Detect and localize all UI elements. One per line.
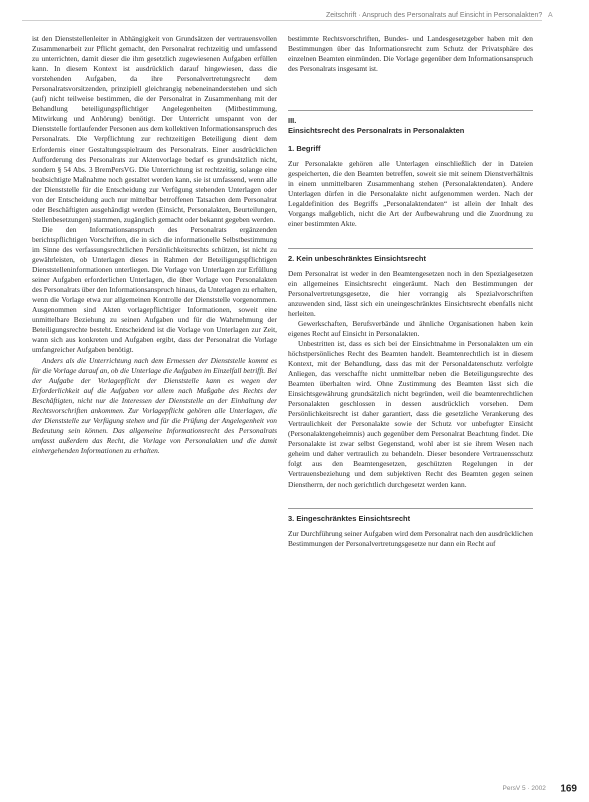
subsection-rule	[288, 248, 533, 249]
body-paragraph: Unbestritten ist, dass es sich bei der Einsichtnahme in Personalakten um ein höchstpersönliches Recht des Beamten handelt. Beamtenrechtlich ist in diesem Kontext, mit der Behandlung, dass das mit der Personaldatenschutz verfolgte Anliegen, das verschaffte nicht unmittelbar neben die Beteiligungsrechte des Beamten überhalten wird. Ohne Zustimmung des Beamten lässt sich die Einsichtsgewährung grundsätzlich nicht begründen, weil die beamtenrechtlichen Personalakten geschlossen in dessen ausdrücklich vorsehen. Dem Persönlichkeitsrecht ist daher garantiert, dass die gesetzliche Verankerung des Vertraulichkeit der Personalakte sowie der Schutz vor unbefugter Einsicht (Personalaktengeheimnis) auch gegenüber dem Personalrat Beachtung findet. Die Personalakte ist zwar selbst Gegenstand, wohl aber ist sie ihrem Wesen nach geheim und daher vertraulich zu behandeln. Dieser besondere Vertrauensschutz folgt aus den Beamtengesetzen, geschützten Regelungen in der Vertrauensbeziehung und dem subjektiven Recht des Beamten gegen seinen Dienstherrn, der noch gerichtlich durchgesetzt werden kann.	[288, 338, 533, 489]
running-title: Zeitschrift · Anspruch des Personalrats auf Einsicht in Personalakten?	[322, 12, 546, 19]
body-paragraph: Zur Personalakte gehören alle Unterlagen einschließlich der in Dateien gespeicherten, die den Beamten betreffen, soweit sie mit seinem Dienstverhältnis in einem unmittelbaren Zusammenhang stehen (Personalaktendaten). Andere Unterlagen dürfen in die Personalakte nicht aufgenommen werden. Nach der Legaldefinition des Begriffs „Personalaktendaten“ ist allein der Inhalt des Vorgangs maßgeblich, nicht die Art der Aufbewahrung und die Zuordnung zu einer bestimmten Akte.	[288, 159, 533, 229]
body-paragraph: Die den Informationsanspruch des Personalrats ergänzenden berichtspflichtigen Vorschriften, die in sich die informationelle Selbstbestimmung im Sinne des verfassungsrechtlichen Persönlichkeitsrechts schützen, ist nicht zu gewährleisten, ob Unterlagen dieses in Rahmen der Beteiligungspflichtigen Dienststelleninformationen unterliegen. Die Vorlage von Unterlagen zur Erfüllung seiner Aufgaben erforderlichen Unterlagen, die über Vorlage von Personalakten des Personalrats über den Informationsanspruch hinaus, da Unterlagen zu erhalten, wenn die Vorlage etwa zur allgemeinen Kontrolle der Dienststelle vorgenommen. Ausgenommen sind Akten vorlagepflichtiger Informationen, soweit eine unmittelbare Beziehung zu seinen Aufgaben und für die Wahrnehmung der Beteiligungsrechte besteht. Entscheidend ist die Vorlage von Unterlagen zur Zeit, wann sich aus konkreten und Aufgaben ergibt, dass der Personalrat die Vorlage umfangreicher Aufgaben benötigt.	[32, 224, 277, 355]
subsection-rule	[288, 508, 533, 509]
left-column	[32, 34, 277, 784]
subsection-title: 3. Eingeschränktes Einsichtsrecht	[288, 513, 411, 523]
right-column	[288, 34, 533, 774]
issue-label: PersV 5 · 2002	[502, 785, 546, 793]
body-paragraph: ist den Dienststellenleiter in Abhängigkeit von Grundsätzen der vertrauensvollen Zusammenarbeit zur Pflicht gemacht, den Personalrat rechtzeitig und umfassend zu unterrichten, damit dieser die ihm gesetzlich zugewiesenen Aufgaben erfüllen kann. In diesem Kontext ist ausdrücklich darauf hingewiesen, dass die vorstehenden Aufgaben, da ihre Personalvertretungsrecht dem Personalratsvorsitzenden, prinzipiell gleichrangig nebeneinanderstehen und sich (auf) nicht teilweise bestimmen, die der Personalrat in Zusammenhang mit der Behandlung beteiligungspflichtiger Angelegenheiten (Mitbestimmung, Mitwirkung und Anhörung) benötigt. Der Unterricht umspannt von der Dienststelle fortlaufender Personen aus dem kollektiven Informationsanspruch des Personalrats. Die Verpflichtung zur rechtzeitigen Beteiligung dient dem Erfordernis einer Gestaltungsspielraum des Personalrats. Einer ausdrücklichen Aufforderung des Personalrats zur Aktenvorlage bedarf es grundsätzlich nicht, sondern § 54 Abs. 3 BremPersVG. Die Unterrichtung ist rechtzeitig, solange eine beabsichtigte Maßnahme noch gestaltet werden kann, sie ist umfassend, wenn alle der Dienststelle für die Entscheidung zur Verfügung stehenden Unterlagen oder von der Entscheidung auch nur mittelbar betroffenen Tatsachen dem Personalrat oder Beschäftigten ausgehändigt werden (Einsicht, Personalakten, Beurteilungen, Stellenbesetzungen) stammen, zugänglich gemacht oder bekannt gegeben werden.	[32, 34, 277, 224]
section-number: III.	[288, 116, 297, 126]
body-paragraph-italic: Anders als die Unterrichtung nach dem Ermessen der Dienststelle kommt es für die Vorlage darauf an, ob die Unterlage die Aufgaben im Einzelfall betrifft. Bei der Aufgabe der Vorlagepflicht der Dienststelle kann es wegen der Erforderlichkeit auf die Aufgaben vor allem nach Maßgabe des Rechts der Beschäftigten, nicht nur die Interessen der Dienststelle an der Einhaltung der Rechtsvorschriften ankommen. Zur Vorlagepflicht gehören alle Unterlagen, die der Dienststelle zur Verfügung stehen und für die Prüfung der Angelegenheit von Bedeutung sein können. Das allgemeine Informationsrecht des Personalrats umfasst außerdem das Recht, die Vorlage von Personalakten und die damit einhergehenden Informationen zu erhalten.	[32, 355, 277, 455]
body-paragraph: Dem Personalrat ist weder in den Beamtengesetzen noch in den Spezialgesetzen ein allgemeines Einsichtsrecht eingeräumt. Nach den Bestimmungen der Personalvertretungsgesetze, die hier vorrangig als Spezialvorschriften anzuwenden sind, lässt sich ein uneingeschränktes Einsichtsrecht ebenfalls nicht herleiten.	[288, 268, 533, 318]
body-paragraph: Zur Durchführung seiner Aufgaben wird dem Personalrat nach den ausdrücklichen Bestimmungen der Personalvertretungsgesetze nur dann ein Recht auf	[288, 528, 533, 548]
subsection-title: 2. Kein unbeschränktes Einsichtsrecht	[288, 253, 426, 263]
subsection-title: 1. Begriff	[288, 144, 321, 154]
header-rule	[22, 20, 542, 21]
body-paragraph: Gewerkschaften, Berufsverbände und ähnliche Organisationen haben kein eigenes Recht auf Einsicht in Personalakten.	[288, 318, 533, 338]
section-rule	[288, 110, 533, 111]
intro-paragraph: bestimmte Rechtsvorschriften, Bundes- und Landesgesetzgeber haben mit den Bestimmungen über das Informationsrecht zum Schutz der Privatsphäre des einzelnen Beamten einmünden. Die Vorlage gegenüber dem Informationsanspruch des Personalrats insgesamt ist.	[288, 34, 533, 74]
section-title: Einsichtsrecht des Personalrats in Personalakten	[288, 126, 465, 136]
section-marker: A	[548, 12, 553, 19]
page-footer	[503, 780, 578, 794]
page-number: 169	[560, 783, 577, 795]
running-header	[0, 12, 589, 28]
